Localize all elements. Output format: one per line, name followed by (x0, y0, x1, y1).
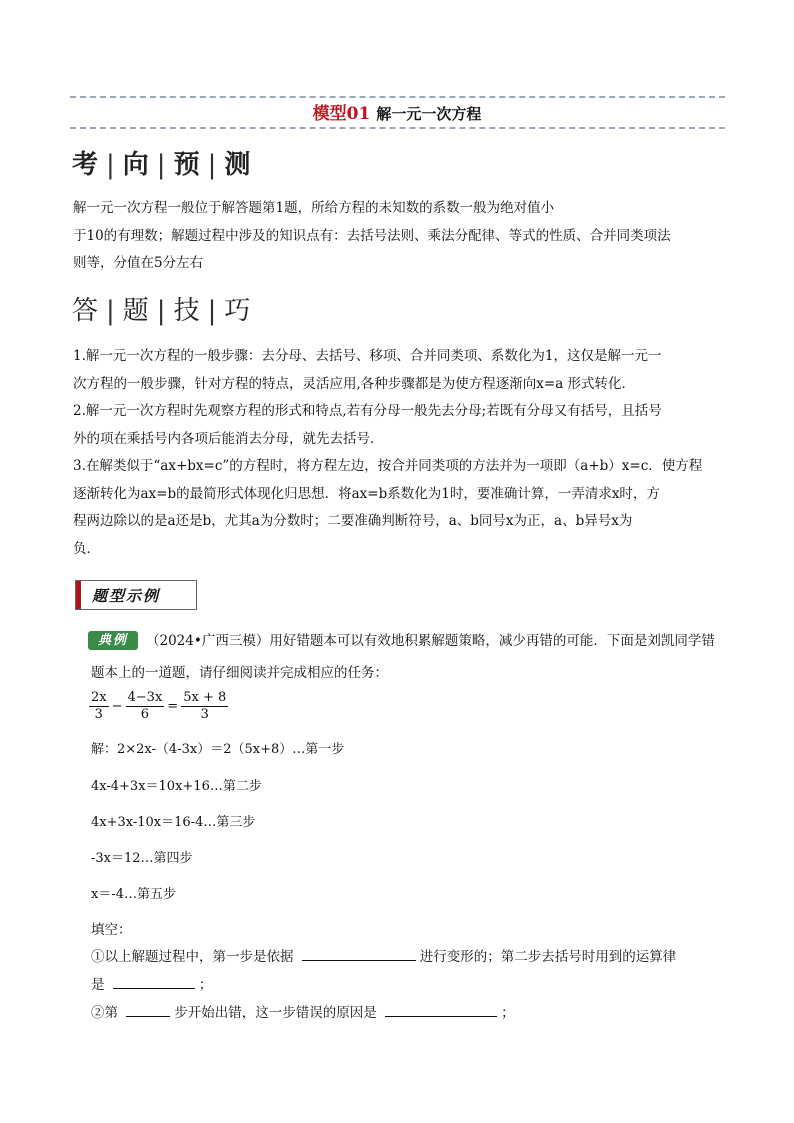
fraction-denominator: 3 (200, 707, 209, 722)
section-banner-jiqiao (72, 290, 252, 327)
paragraph-line: 外的项在乘括号内各项后能消去分母，就先去括号． (73, 430, 384, 447)
banner-char: 技 (173, 296, 202, 326)
fill-title: 填空： (91, 922, 132, 938)
answer-blank[interactable] (385, 1004, 497, 1017)
banner-char: 题 (122, 296, 151, 326)
fraction-numerator: 5x + 8 (183, 690, 227, 705)
fraction-2 (126, 690, 165, 723)
fraction-3 (181, 690, 228, 723)
solution-step-4: -3x＝12…第四步 (91, 851, 193, 866)
jiqiao-paragraph (73, 343, 725, 563)
kaoxiang-paragraph (73, 195, 725, 278)
banner-separator: | (106, 150, 117, 180)
answer-blank[interactable] (302, 948, 416, 961)
banner-separator: | (156, 150, 168, 180)
paragraph-line: 3.在解类似于“ax+bx=c”的方程时，将方程左边，按合并同类项的方法并为一项即（a+b）x=c．使方程 (73, 458, 703, 474)
example-line-2: 题本上的一道题，请仔细阅读并完成相应的任务： (91, 665, 388, 681)
question-text: 是 (91, 977, 105, 993)
section-banner-kaoxiang (72, 144, 252, 181)
paragraph-line: 逐渐转化为ax=b的最简形式体现化归思想．将ax=b系数化为1时，要准确计算，一弄清求x时，方 (73, 485, 660, 502)
solution-step-2: 4x-4+3x＝10x+16…第二步 (91, 779, 262, 794)
header-divider-top (70, 96, 725, 98)
header-divider-bottom (70, 127, 725, 129)
question-text: ； (501, 1005, 515, 1021)
paragraph-line: 则等，分值在5分左右 (73, 255, 204, 271)
equals-sign: = (167, 699, 179, 714)
question-text: ； (198, 977, 213, 993)
question-text: 步开始出错，这一步错误的原因是 (174, 1005, 377, 1021)
banner-char: 测 (224, 150, 253, 180)
paragraph-line: 于10的有理数；解题过程中涉及的知识点有：去括号法则、乘法分配律、等式的性质、合并同类项法 (73, 227, 671, 244)
paragraph-line: 次方程的一般步骤，针对方程的特点，灵活应用,各种步骤都是为使方程逐渐向x=a 形式转化． (73, 375, 636, 392)
paragraph-line: 程两边除以的是a还是b，尤其a为分数时；二要准确判断符号，a、b同号x为正，a、b异号x为 (73, 513, 633, 529)
fraction-denominator: 3 (94, 707, 103, 722)
example-badge (88, 631, 138, 650)
tag-label: 题型示例 (92, 587, 161, 605)
question-text: 进行变形的；第二步去括号时用到的运算律 (419, 949, 677, 965)
question-2-line (91, 1001, 515, 1021)
banner-separator: | (207, 150, 219, 180)
minus-sign: − (111, 699, 123, 714)
banner-separator: | (106, 296, 117, 326)
solution-step-1: 解：2×2x-（4-3x）＝2（5x+8）…第一步 (91, 742, 345, 757)
question-1-line-1 (91, 945, 676, 965)
banner-char: 向 (122, 150, 151, 180)
model-number: 模型01 (312, 104, 371, 124)
solution-step-3: 4x+3x-10x＝16-4…第三步 (91, 815, 256, 830)
banner-char: 巧 (224, 296, 253, 326)
banner-char: 预 (173, 150, 202, 180)
fraction-denominator: 6 (140, 707, 150, 722)
fraction-numerator: 2x (91, 690, 107, 705)
banner-separator: | (156, 296, 168, 326)
tag-accent-bar (76, 581, 81, 609)
paragraph-line: 2.解一元一次方程时先观察方程的形式和特点,若有分母一般先去分母;若既有分母又有括号，且括号 (73, 403, 662, 419)
paragraph-line: 负． (73, 540, 100, 557)
question-text: ②第 (91, 1005, 118, 1021)
banner-separator: | (207, 296, 219, 326)
fraction-numerator: 4−3x (127, 690, 163, 705)
model-heading (0, 99, 794, 124)
type-example-tag (75, 580, 197, 610)
model-title: 解一元一次方程 (376, 105, 482, 123)
answer-blank[interactable] (126, 1004, 170, 1017)
example-badge-label: 典例 (97, 633, 128, 648)
question-1-line-2 (91, 973, 212, 993)
banner-char: 答 (72, 296, 101, 326)
paragraph-line: 解一元一次方程一般位于解答题第1题，所给方程的未知数的系数一般为绝对值小 (73, 200, 555, 216)
answer-blank[interactable] (113, 976, 195, 989)
paragraph-line: 1.解一元一次方程的一般步骤：去分母、去括号、移项、合并同类项、系数化为1，这仅是解一元一 (73, 348, 662, 364)
equation (89, 690, 228, 723)
banner-char: 考 (72, 150, 101, 180)
example-line-1: （2024•广西三模）用好错题本可以有效地积累解题策略，减少再错的可能．下面是刘凯同学错 (146, 633, 715, 649)
fraction-1 (89, 690, 109, 723)
question-text: ①以上解题过程中，第一步是依据 (91, 949, 294, 965)
solution-step-5: x＝-4…第五步 (91, 887, 176, 902)
